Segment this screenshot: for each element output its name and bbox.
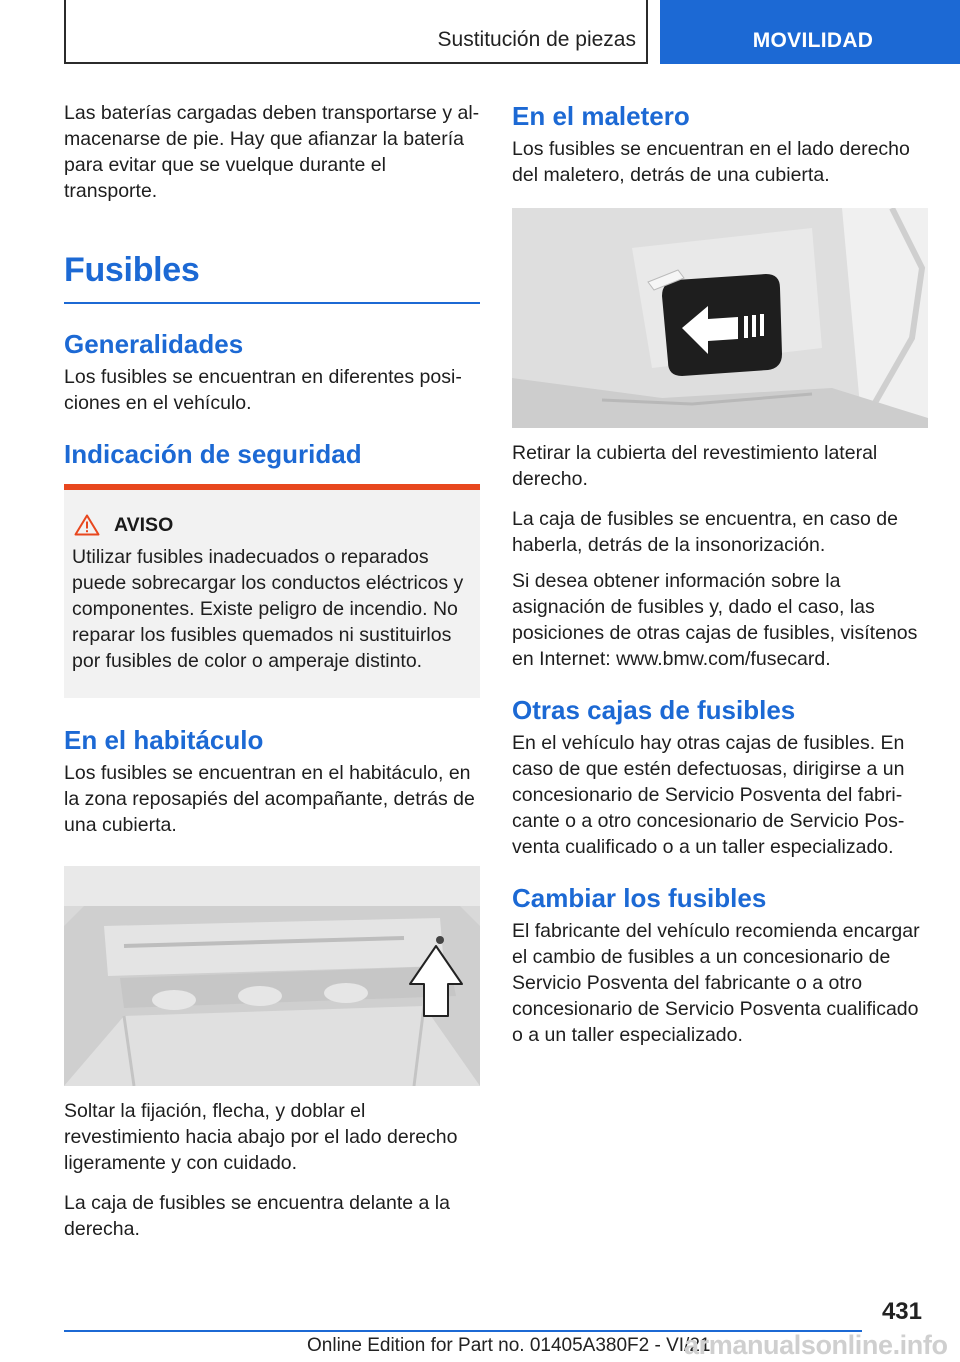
header-section-title: Sustitución de piezas <box>437 28 636 51</box>
maletero-info-text: Si desea obtener información sobre la asignación de fusibles y, dado el caso, las posiciones de otras cajas de fusibles, visítenos en Internet: www.bmw.com/fusecard. <box>512 570 918 670</box>
habitaculo-text: Los fusibles se encuentran en el habitáculo, en la zona reposapiés del acompañante, detrás de una cubierta. <box>64 762 475 836</box>
watermark-text: armanualsonline.info <box>684 1330 948 1360</box>
trunk-cover-image <box>512 208 928 428</box>
warning-triangle-icon <box>74 514 100 536</box>
footer-edition-text: Online Edition for Part no. 01405A380F2 - VI/21 <box>307 1335 711 1356</box>
otras-cajas-text: En el vehículo hay otras cajas de fusibles. En caso de que estén defectuosas, dirigirse a un concesionario de Servicio Posventa del fabricante o a otro concesionario de Servicio Posventa cualificado o a un taller especializado. <box>512 732 905 858</box>
battery-intro-text: Las baterías cargadas deben transportarse y almacenarse de pie. Hay que afianzar la batería para evitar que se vuelque durante el transporte. <box>64 102 480 202</box>
seguridad-heading: Indicación de seguridad <box>64 439 362 469</box>
generalidades-heading: Generalidades <box>64 329 244 359</box>
otras-cajas-heading: Otras cajas de fusibles <box>512 695 796 725</box>
habitaculo-location-text: La caja de fusibles se encuentra delante a la derecha. <box>64 1192 450 1240</box>
maletero-step-text: Retirar la cubierta del revestimiento lateral derecho. <box>512 442 878 490</box>
warning-box <box>64 490 480 698</box>
header-chapter-tab <box>660 0 960 64</box>
right-column <box>512 100 928 1048</box>
warning-title <box>74 512 472 538</box>
habitaculo-heading: En el habitáculo <box>64 725 264 755</box>
maletero-location-text: La caja de fusibles se encuentra, en caso de haberla, detrás de la insonorización. <box>512 508 898 556</box>
maletero-heading: En el maletero <box>512 101 690 131</box>
maletero-text: Los fusibles se encuentran en el lado derecho del maletero, detrás de una cubierta. <box>512 138 910 186</box>
footwell-cover-image <box>64 866 480 1086</box>
left-column <box>64 100 480 1242</box>
generalidades-text: Los fusibles se encuentran en diferentes posiciones en el vehículo. <box>64 366 462 414</box>
habitaculo-step-text: Soltar la fijación, flecha, y doblar el revestimiento hacia abajo por el lado derecho ligeramente y con cuidado. <box>64 1100 458 1174</box>
fusibles-heading: Fusibles <box>64 251 200 289</box>
warning-text: Utilizar fusibles inadecuados o reparados puede sobrecargar los conductos eléctricos y componentes. Existe peligro de incendio. No reparar los fusibles quemados ni sustituirlos por fusibles de color o amperaje distinto. <box>72 546 464 672</box>
header-chapter-title: MOVILIDAD <box>752 29 874 52</box>
warning-label: AVISO <box>114 513 174 536</box>
page-number: 431 <box>881 1298 922 1325</box>
cambiar-text: El fabricante del vehículo recomienda encargar el cambio de fusibles a un concesionario de Servicio Posventa del fabricante o a otro concesionario de Servicio Posventa cualificado o a un taller especializado. <box>512 920 920 1046</box>
cambiar-heading: Cambiar los fusibles <box>512 883 767 913</box>
